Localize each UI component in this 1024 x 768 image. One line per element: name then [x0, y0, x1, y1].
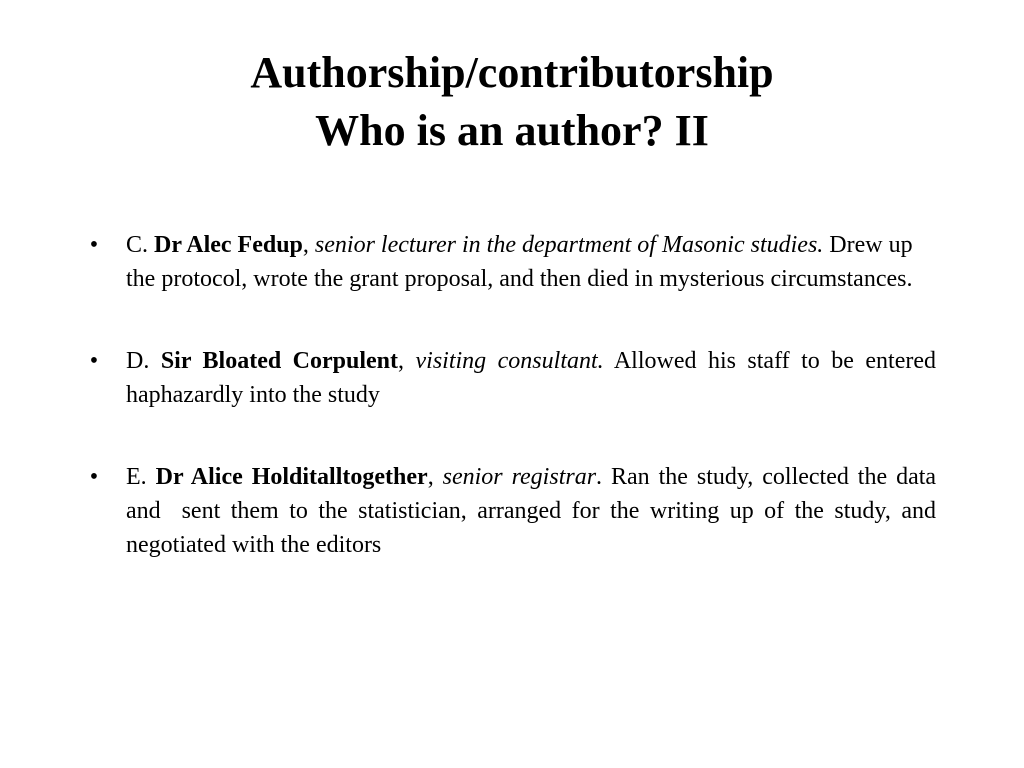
bullet-letter: C. — [126, 232, 149, 258]
role-text: senior registrar — [442, 464, 597, 490]
bullet-item-c — [84, 228, 936, 296]
role-text: senior lecturer in the department of Masonic studies — [314, 232, 818, 258]
bullet-marker: • — [89, 348, 99, 374]
comma: , — [398, 348, 405, 374]
bullet-item-d — [84, 344, 936, 412]
contributor-name: Sir Bloated Corpulent — [160, 348, 399, 374]
role-period: . — [817, 232, 824, 258]
comma: , — [302, 232, 309, 258]
contributor-name: Dr Alec Fedup — [154, 232, 303, 258]
contributor-role — [443, 464, 596, 490]
contributor-role — [315, 232, 823, 258]
comma: , — [427, 464, 434, 490]
contributor-name: Dr Alice Holditalltogether — [155, 464, 428, 490]
contribution-description: Drew up the protocol, wrote the grant proposal, and then died in mysterious circumstances. — [126, 232, 913, 292]
bullet-text — [126, 228, 936, 296]
role-period: . — [596, 464, 603, 490]
bullet-marker: • — [89, 464, 99, 490]
contribution-description: Ran the study, collected the data and sent them to the statistician, arranged for the writing up of the study, and negotiated with the editors — [126, 464, 943, 558]
bullet-text — [126, 344, 936, 412]
bullet-list — [84, 228, 943, 562]
role-period: . — [597, 348, 604, 374]
role-text: visiting consultant — [415, 348, 598, 374]
bullet-text — [126, 460, 943, 562]
slide-title — [0, 44, 1024, 160]
bullet-letter: D. — [126, 348, 150, 374]
title-line-2: Who is an author? II — [315, 106, 709, 155]
bullet-item-e — [84, 460, 943, 562]
bullet-letter: E. — [126, 464, 147, 490]
bullet-marker: • — [89, 232, 99, 258]
title-line-1: Authorship/contributorship — [250, 48, 774, 97]
contributor-role — [416, 348, 604, 374]
contribution-description: Allowed his staff to be entered haphazardly into the study — [126, 348, 937, 408]
